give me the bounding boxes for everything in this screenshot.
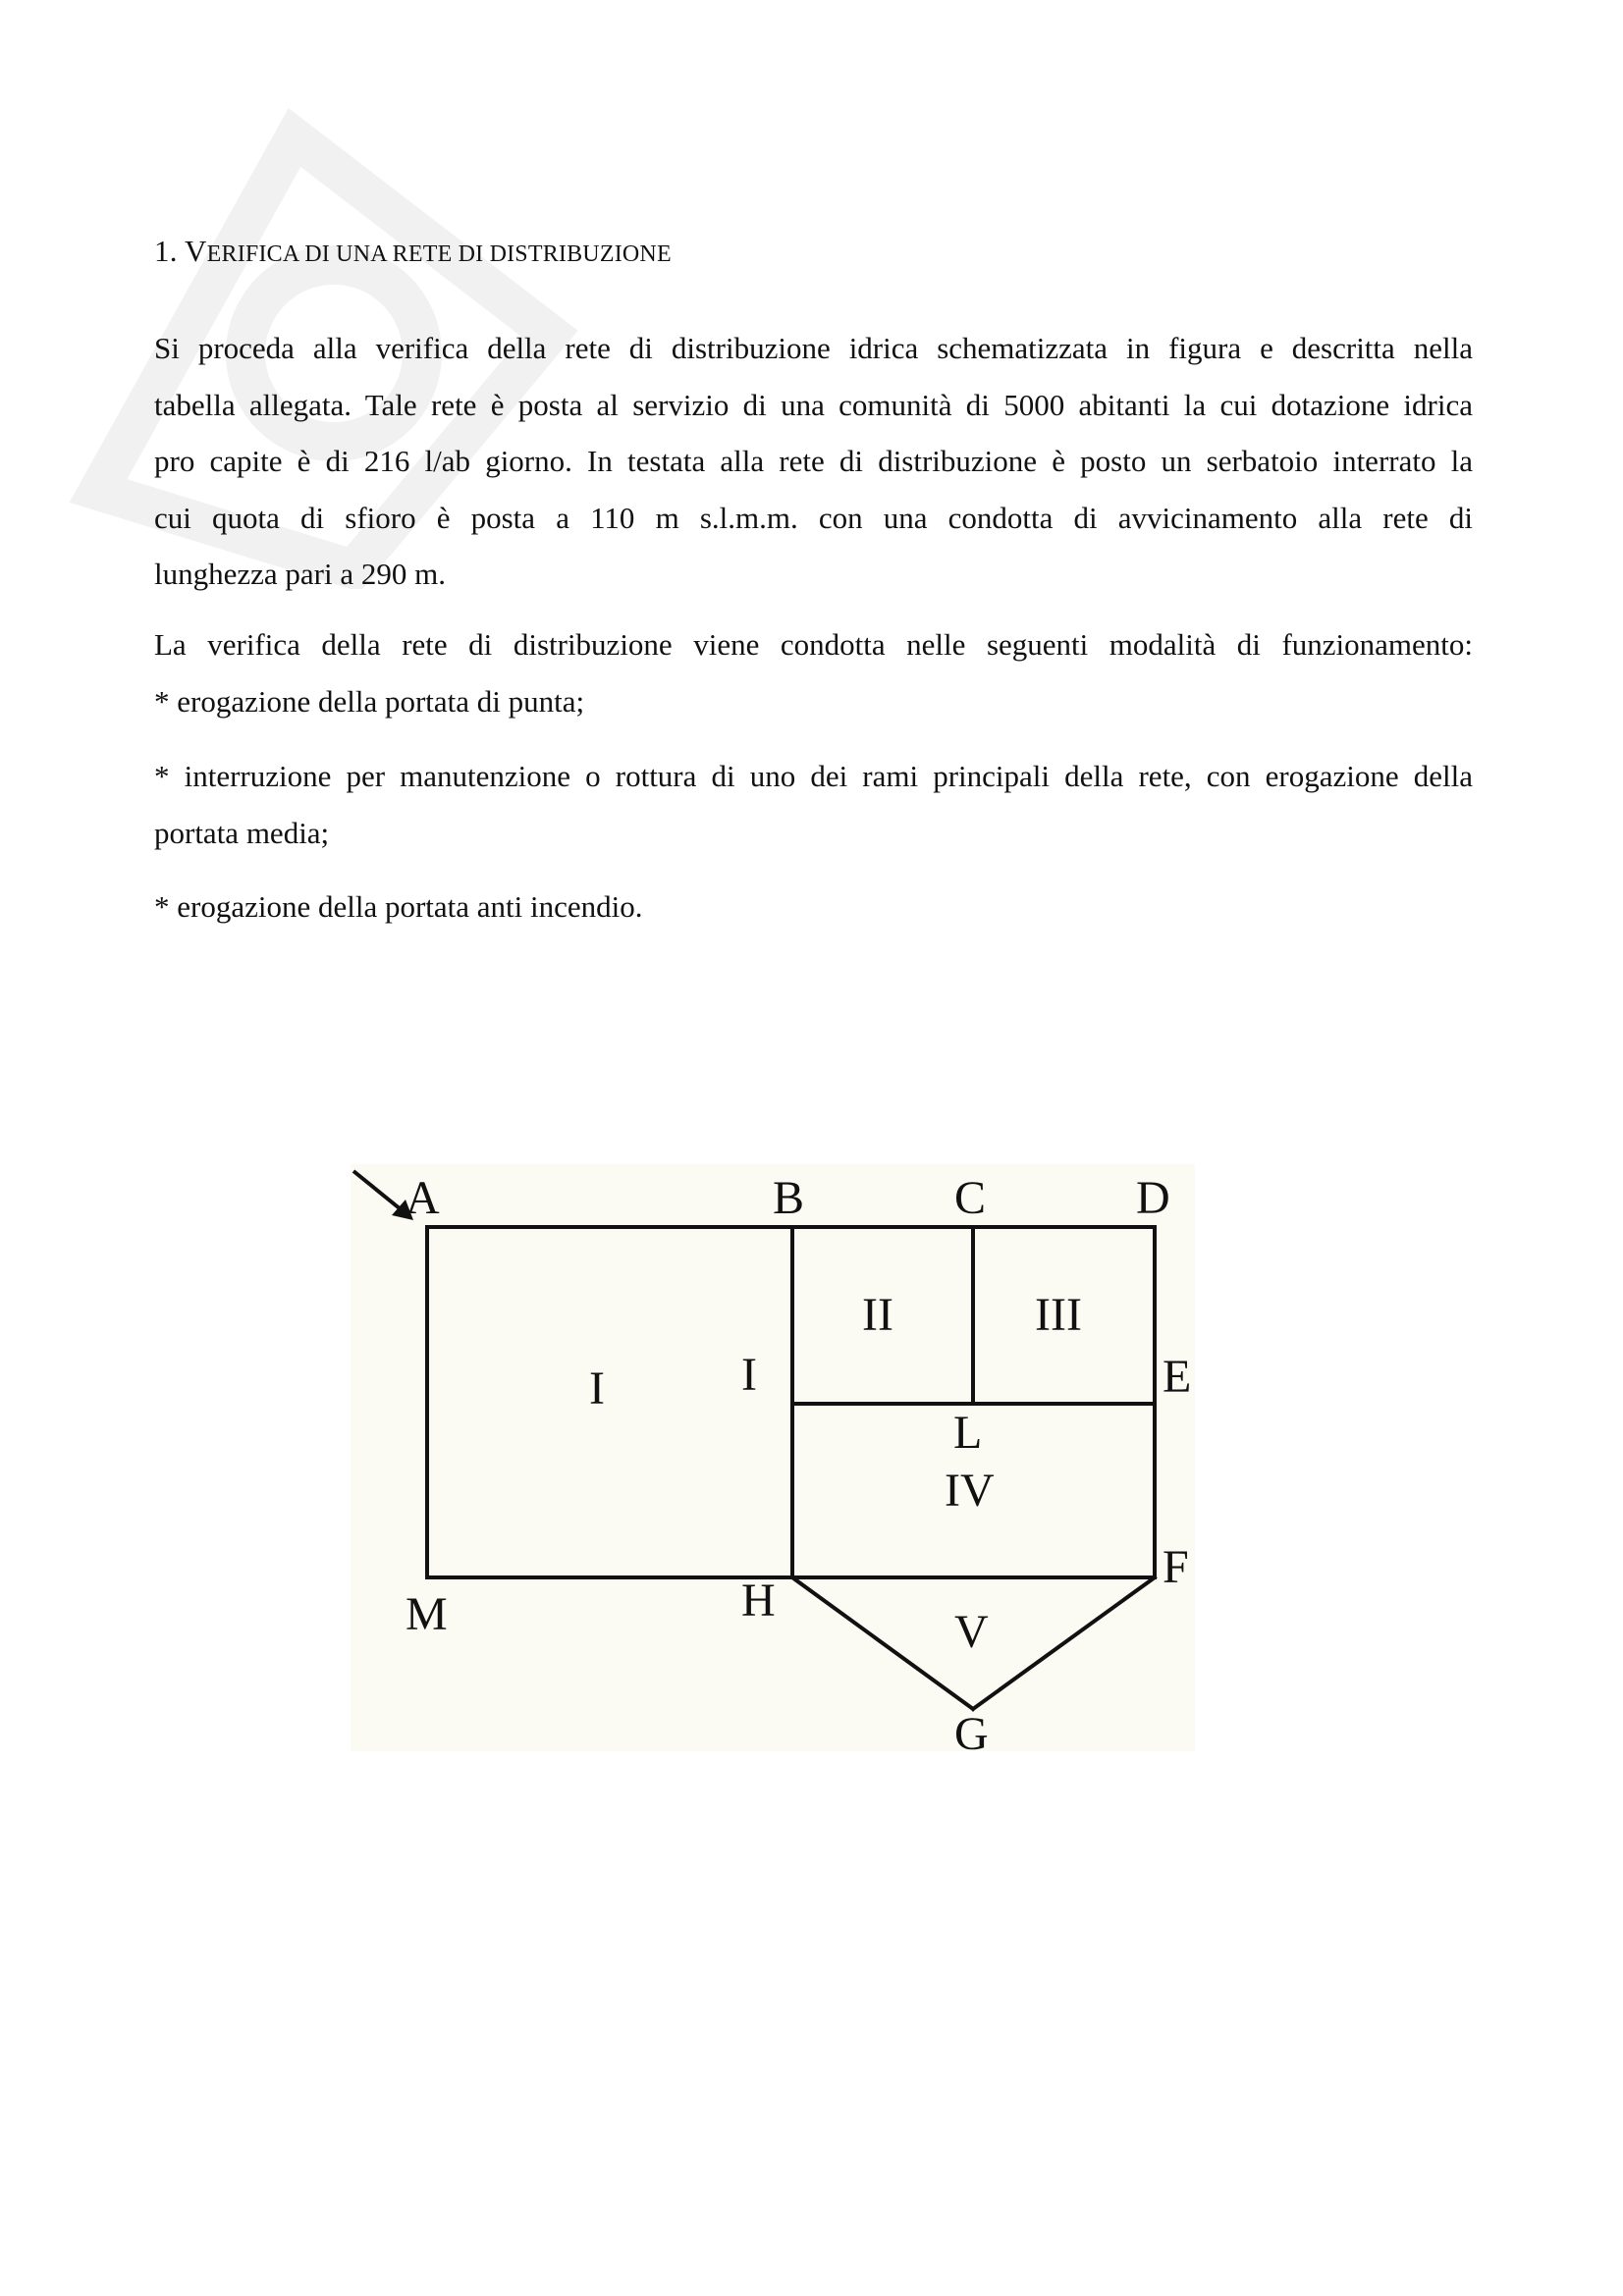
loop-label-V: V [954,1606,989,1658]
node-label-B: B [773,1172,805,1224]
paragraph-line: * erogazione della portata anti incendio. [154,889,643,924]
paragraph-line: La verifica della rete di distribuzione viene condotta nelle seguenti modalità di funzionamento: [154,627,1473,662]
paragraph-line: * interruzione per manutenzione o rottura di uno dei rami principali della rete, con erogazione della [154,759,1473,793]
paragraph-line: Si proceda alla verifica della rete di distribuzione idrica schematizzata in figura e descritta nella [154,331,1473,365]
bullet-interruption [154,748,1473,861]
paragraph-line: tabella allegata. Tale rete è posta al servizio di una comunità di 5000 abitanti la cui dotazione idrica [154,387,1473,422]
node-label-D: D [1136,1172,1170,1224]
heading-rest: ERIFICA DI UNA RETE DI DISTRIBUZIONE [206,241,672,267]
node-label-E: E [1163,1351,1192,1403]
bullet-fire-flow [154,879,1473,935]
paragraph-description [154,320,1473,603]
diagram-background [351,1164,1195,1751]
loop-label-III: III [1035,1289,1082,1341]
loop-label-IV: IV [945,1465,995,1517]
node-label-A: A [406,1172,440,1224]
paragraph-line: portata media; [154,815,330,850]
section-heading [154,234,672,269]
paragraph-line: cui quota di sfioro è posta a 110 m s.l.m.m. con una condotta di avvicinamento alla rete di [154,500,1473,535]
node-label-C: C [954,1172,987,1224]
heading-number: 1. [154,234,178,268]
loop-label-II: II [862,1289,893,1341]
node-label-M: M [406,1588,448,1640]
network-diagram [351,1164,1195,1751]
paragraph-line: lunghezza pari a 290 m. [154,557,446,591]
node-label-H: H [741,1575,776,1627]
node-label-I: I [741,1349,757,1401]
network-diagram-svg [351,1164,1195,1751]
node-label-G: G [954,1708,989,1751]
loop-label-I: I [589,1362,605,1415]
node-label-F: F [1163,1541,1189,1593]
paragraph-verification-modes [154,616,1473,729]
paragraph-line: pro capite è di 216 l/ab giorno. In testata alla rete di distribuzione è posto un serbatoio interrato la [154,444,1473,478]
node-label-L: L [953,1407,983,1459]
heading-cap: V [185,234,207,268]
bullet-peak-flow: * erogazione della portata di punta; [154,683,585,719]
